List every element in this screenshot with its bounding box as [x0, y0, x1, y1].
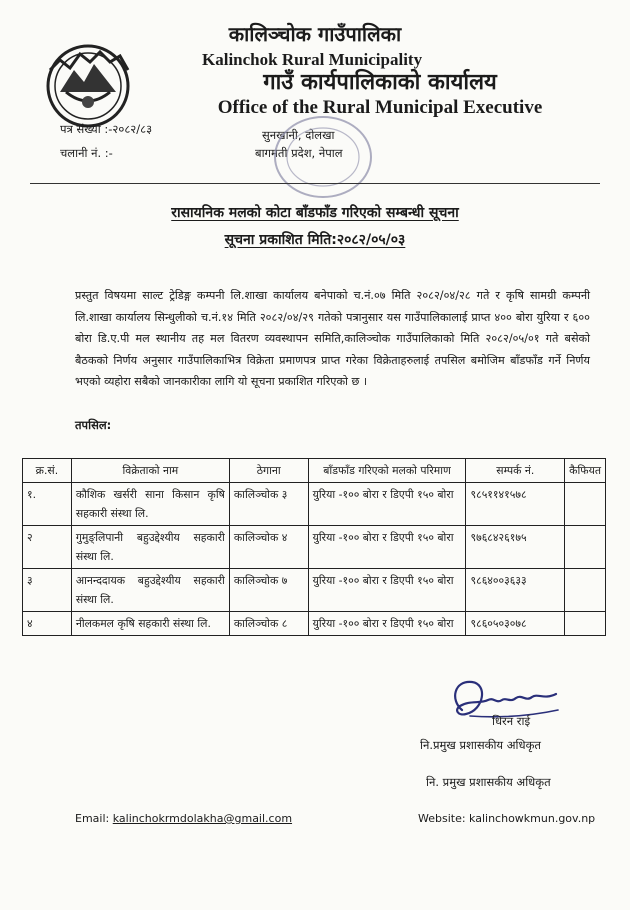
notice-body: प्रस्तुत विषयमा साल्ट ट्रेडिङ्ग कम्पनी लि.शाखा कार्यालय बनेपाको च.नं.०७ मिति २०८२/०४/२८ गते र कृषि सामग्री कम्पनी लि.शाखा कार्यालय सिन्धुलीको च.नं.१४ मिति २०८२/०४/२९ गतेको पत्रानुसार यस गाउँपालिकालाई प्राप्त ४०० बोरा युरिया र ६०० बोरा डि.ए.पी मल स्थानीय तह मल वितरण व्यवस्थापन समिति,कालिञ्चोक गाउँपालिकाको मिति २०८२/०५/०१ गते बसेको बैठकको निर्णय अनुसार गाउँपालिकाभित्र विक्रेता प्रमाणपत्र प्राप्त गरेका विक्रेताहरुलाई तपसिल बमोजिम बाँडफाँड गर्ने निर्णय भएको व्यहोरा सबैको जानकारीका लागि यो सूचना प्रकाशित गरिएको छ । — [75, 289, 590, 389]
cell-sn: ४ — [23, 612, 72, 636]
details-label: तपसिल: — [75, 418, 112, 432]
cell-vendor-name: गुमुङ्लिपानी बहुउद्देश्यीय सहकारी संस्था लि. — [71, 526, 229, 569]
cell-address: कालिञ्चोक ७ — [229, 569, 308, 612]
municipality-emblem-logo — [42, 40, 134, 132]
table-row — [23, 569, 606, 612]
letter-reference-number: पत्र संख्या :-२०८२/८३ — [60, 122, 153, 136]
cell-address: कालिञ्चोक ३ — [229, 483, 308, 526]
address-line-1: सुनखानी, दोलखा — [262, 128, 335, 142]
cell-remarks — [565, 483, 606, 526]
cell-remarks — [565, 569, 606, 612]
signatory-designation: नि.प्रमुख प्रशासकीय अधिकृत — [420, 738, 541, 752]
cell-quantity: युरिया -१०० बोरा र डिएपी १५० बोरा — [308, 569, 466, 612]
cell-remarks — [565, 612, 606, 636]
dispatch-number: चलानी नं. :- — [60, 146, 113, 160]
cell-address: कालिञ्चोक ८ — [229, 612, 308, 636]
footer-website[interactable]: Website: kalinchowkmun.gov.np — [418, 812, 596, 825]
cell-sn: १. — [23, 483, 72, 526]
table-row — [23, 612, 606, 636]
cell-sn: ३ — [23, 569, 72, 612]
address-line-2: बागमती प्रदेश, नेपाल — [255, 146, 343, 160]
designation-stamp: नि. प्रमुख प्रशासकीय अधिकृत — [426, 775, 551, 789]
cell-remarks — [565, 526, 606, 569]
cell-quantity: युरिया -१०० बोरा र डिएपी १५० बोरा — [308, 526, 466, 569]
office-name-english: Office of the Rural Municipal Executive — [217, 97, 543, 118]
signatory-name: धिरन राई — [492, 714, 531, 728]
cell-vendor-name: कौशिक खर्सरी साना किसान कृषि सहकारी संस्था लि. — [71, 483, 229, 526]
header-divider — [30, 183, 600, 184]
cell-quantity: युरिया -१०० बोरा र डिएपी १५० बोरा — [308, 483, 466, 526]
office-seal-stamp — [268, 112, 378, 202]
header-sn: क्र.सं. — [23, 459, 72, 483]
header-address: ठेगाना — [229, 459, 308, 483]
footer-email — [75, 812, 292, 825]
header-quantity: बाँडफाँड गरिएको मलको परिमाण — [308, 459, 466, 483]
cell-vendor-name: आनन्ददायक बहुउद्देश्यीय सहकारी संस्था लि. — [71, 569, 229, 612]
notice-publish-date: सूचना प्रकाशित मिति:२०८२/०५/०३ — [224, 232, 406, 248]
cell-quantity: युरिया -१०० बोरा र डिएपी १५० बोरा — [308, 612, 466, 636]
allocation-table — [22, 458, 606, 636]
cell-contact: ९७६८४२६१७५ — [466, 526, 565, 569]
notice-title: रासायनिक मलको कोटा बाँडफाँड गरिएको सम्बन्धी सूचना — [171, 205, 459, 221]
cell-address: कालिञ्चोक ४ — [229, 526, 308, 569]
cell-contact: ९८६०५०३०७८ — [466, 612, 565, 636]
table-row — [23, 483, 606, 526]
header-contact: सम्पर्क नं. — [466, 459, 565, 483]
org-name-english: Kalinchok Rural Municipality — [202, 50, 423, 69]
table-header-row — [23, 459, 606, 483]
cell-sn: २ — [23, 526, 72, 569]
org-name-nepali: कालिञ्चोक गाउँपालिका — [228, 22, 402, 46]
cell-vendor-name: नीलकमल कृषि सहकारी संस्था लि. — [71, 612, 229, 636]
office-name-nepali: गाउँ कार्यपालिकाको कार्यालय — [263, 69, 497, 95]
cell-contact: ९८६४००३६३३ — [466, 569, 565, 612]
email-link[interactable]: kalinchokrmdolakha@gmail.com — [112, 812, 293, 825]
header-vendor-name: विक्रेताको नाम — [71, 459, 229, 483]
header-remarks: कैफियत — [565, 459, 606, 483]
table-row — [23, 526, 606, 569]
cell-contact: ९८५११४१५७८ — [466, 483, 565, 526]
email-label: Email: — [75, 812, 110, 825]
